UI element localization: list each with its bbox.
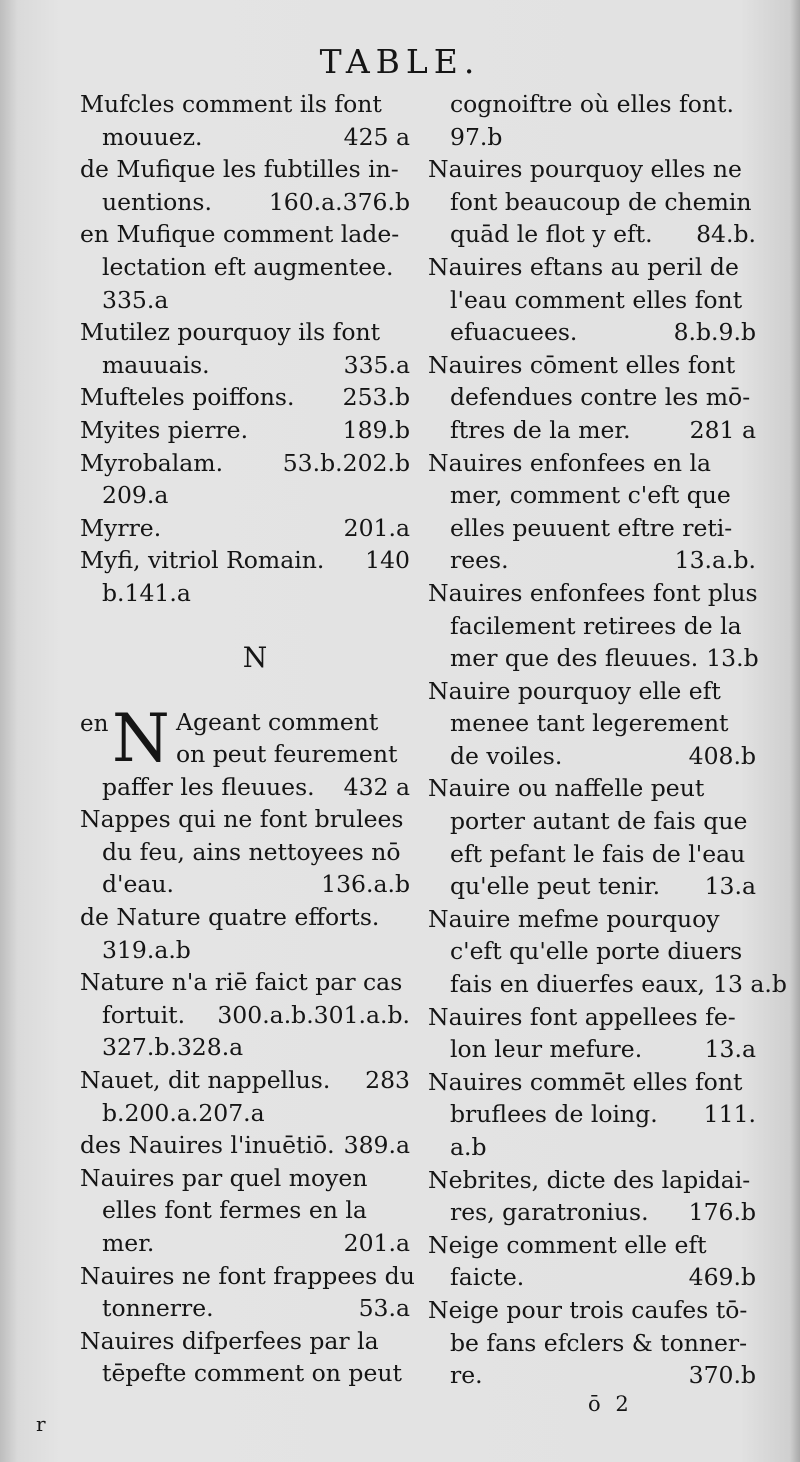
index-entry-line [80,1260,415,1293]
entry-text: Nauires font appellees fe- [428,1002,736,1031]
entry-text: tonnerre. [102,1294,214,1323]
page-header: TABLE. [319,42,481,81]
index-entry-line [428,838,756,871]
entry-text: Myfi, vitriol Romain. [80,546,325,575]
entry-text: defendues contre les mō- [450,383,751,412]
index-entry-line [428,1359,756,1392]
index-entry-line [80,381,410,414]
index-entry-line [428,121,756,154]
entry-text: Nauires eftans au peril de [428,252,739,281]
index-entry-line [428,218,756,251]
entry-text: bruflees de loing. [450,1100,658,1129]
index-entry-line [428,1131,756,1164]
index-entry-line [80,447,410,480]
entry-text: Nature n'a riē faict par cas [80,968,403,997]
left-column [80,88,415,1390]
index-entry-line [80,577,410,610]
entry-text: menee tant legerement [450,709,729,738]
entry-text: uentions. [102,187,212,216]
index-entry-line [80,934,410,967]
entry-text: Nappes qui ne font brulees [80,805,404,834]
index-entry-line [428,577,756,610]
entry-reference: 300.a.b.301.a.b. [217,1000,410,1029]
index-entry-line [428,153,756,186]
index-entry-line [80,803,410,836]
entry-text: de Mufique les fubtilles in- [80,155,399,184]
index-entry-line [428,479,756,512]
index-entry-line [80,186,410,219]
index-entry-line [428,772,756,805]
entry-reference: 189.b [342,415,410,444]
entry-text: font beaucoup de chemin [450,187,752,216]
entry-text: Mufteles poiffons. [80,383,295,412]
index-entry-line [428,544,756,577]
entry-reference: 469.b [688,1263,756,1292]
entry-text: eft pefant le fais de l'eau [450,839,746,868]
index-entry-line [428,1001,756,1034]
entry-text: ftres de la mer. [450,415,631,444]
entry-reference: 425 a [343,122,410,151]
index-entry-line [428,675,756,708]
entry-reference: 283 [365,1066,410,1095]
entry-reference: 253.b [342,383,410,412]
entry-text: rees. [450,546,509,575]
entry-text: be fans efclers & tonner- [450,1328,748,1357]
index-entry-line [428,1327,756,1360]
index-entry-line [80,1227,410,1260]
entry-reference: 389.a [343,1131,410,1160]
index-entry-line [80,1031,410,1064]
index-entry-line [428,610,756,643]
index-entry-line [428,316,756,349]
entry-text: Neige pour trois caufes tō- [428,1295,748,1324]
entry-reference: 281 a [689,415,756,444]
entry-text: fortuit. [102,1000,186,1029]
entry-reference: 53.b.202.b [282,448,410,477]
index-entry-line [80,218,410,251]
entry-text: fais en diuerfes eaux, [450,970,706,999]
index-entry-line [80,512,410,545]
entry-text: Nauires pourquoy elles ne [428,155,742,184]
entry-text: Nauires difperfees par la [80,1326,379,1355]
entry-text: b.141.a [102,578,191,607]
entry-text: cognoiftre où elles font. [450,90,734,118]
entry-reference: 408.b [688,741,756,770]
index-entry-line [80,1129,410,1162]
entry-text: qu'elle peut tenir. [450,872,661,901]
entry-text: 319.a.b [102,935,191,964]
index-entry-line [428,1098,756,1131]
dropcap-letter: N [112,699,170,777]
right-column [428,88,787,1392]
entry-text: en Mufique comment lade- [80,220,400,249]
entry-text: a.b [450,1133,487,1161]
entry-text: mer, comment c'eft que [450,481,731,510]
entry-reference: 160.a.376.b [268,187,410,216]
entry-reference: 140 [365,546,410,575]
index-entry-line [428,1294,756,1327]
entry-text: Nauires enfonfees font plus [428,578,758,607]
index-entry-line [428,381,756,414]
index-entry-line [428,740,756,773]
index-entry-line [80,901,410,934]
index-entry-line [428,805,756,838]
entry-text: faicte. [450,1263,525,1292]
entry-text: mer que des fleuues. [450,644,699,673]
index-entry-line [80,121,410,154]
entry-text: elles peuuent eftre reti- [450,513,733,542]
entry-reference: 13.a [704,1035,756,1064]
entry-text: Mufcles comment ils font [80,90,382,118]
entry-text: lon leur mefure. [450,1035,643,1064]
entry-text: Nauet, dit nappellus. [80,1066,331,1095]
entry-text: 327.b.328.a [102,1033,244,1062]
index-entry-line [80,1194,410,1227]
entry-reference: 111. [703,1100,756,1129]
entry-text: re. [450,1361,483,1390]
entry-text: Ageant comment [176,707,379,736]
index-entry-line [428,707,756,740]
entry-text: porter autant de fais que [450,807,748,836]
entry-text: on peut feurement [176,740,398,769]
index-entry-line [428,1033,756,1066]
entry-text: de Nature quatre efforts. [80,903,380,932]
index-entry-line [428,251,756,284]
signature-mark: ō 2 [588,1392,633,1416]
entry-reference: 201.a [343,1229,410,1257]
index-entry-line [80,1357,410,1390]
entry-reference: 13.a.b. [674,546,756,575]
index-entry-line [428,642,759,675]
index-entry-line [80,1162,410,1195]
index-entry-line [428,903,756,936]
index-entry-line [428,1164,756,1197]
entry-text: Mutilez pourquoy ils font [80,318,381,347]
index-entry-line [80,1064,410,1097]
entry-reference: 8.b.9.b [673,318,756,347]
entry-text: Myites pierre. [80,415,249,444]
entry-text: lectation eft augmentee. [102,252,394,281]
entry-text: 97.b [450,122,503,151]
entry-reference: 53.a [358,1294,410,1323]
entry-text: Nauires ne font frappees du [80,1261,415,1290]
right-index-entries [428,88,787,1392]
entry-text: Nauires par quel moyen [80,1163,368,1192]
entry-text: Neige comment elle eft [428,1230,707,1259]
index-entry-line [428,284,756,317]
entry-text: mouuez. [102,122,203,151]
entry-reference: 335.a [343,350,410,379]
index-entry-line [428,512,756,545]
entry-reference: 13.b [706,644,759,673]
index-entry-line [80,284,410,317]
index-entry-line [80,1325,410,1358]
entry-reference: 370.b [688,1361,756,1390]
entry-text: facilement retirees de la [450,611,742,640]
entry-text: mer. [102,1229,155,1257]
index-entry-line [80,868,410,901]
index-entry-line [428,186,756,219]
entry-text: Nauires cōment elles font [428,350,736,379]
entry-text: Nauires enfonfees en la [428,448,711,477]
index-entry-line [428,88,756,121]
section-letter: N [242,640,268,674]
entry-text: Myrobalam. [80,448,224,477]
entry-reference: 432 a [343,772,410,801]
left-index-entries [80,88,410,610]
index-entry-line [428,414,756,447]
entry-text: l'eau comment elles font [450,285,743,314]
entry-text: res, garatronius. [450,1198,649,1227]
left-index-entries-n [80,699,415,1390]
index-entry-line [428,935,756,968]
index-entry-line [80,251,410,284]
entry-text: Nauire mefme pourquoy [428,904,720,933]
index-entry-line [428,1066,756,1099]
index-entry-line [428,968,787,1001]
entry-text: b.200.a.207.a [102,1098,265,1127]
index-entry-line [80,966,410,999]
index-entry-line [80,414,410,447]
index-entry-line [80,999,410,1032]
entry-text: de voiles. [450,741,563,770]
entry-text: c'eft qu'elle porte diuers [450,937,743,966]
entry-text: Nauires commēt elles font [428,1067,743,1096]
entry-text: des Nauires l'inuētiō. [80,1131,335,1160]
dropcap-prefix: en [80,710,109,737]
margin-mark: r [36,1412,46,1436]
entry-text: d'eau. [102,870,175,899]
entry-text: mauuais. [102,350,210,379]
entry-text: paffer les fleuues. [102,772,315,801]
index-entry-line [80,1097,410,1130]
entry-reference: 13 a.b [713,970,787,999]
entry-reference: 136.a.b [321,870,410,899]
index-entry-line [428,1261,756,1294]
entry-text: quād le flot y eft. [450,220,653,249]
entry-text: efuacuees. [450,318,578,347]
index-entry-line [428,870,756,903]
index-entry-line [80,836,410,869]
index-entry-line [80,1292,410,1325]
index-entry-line [80,479,410,512]
entry-text: Myrre. [80,513,162,542]
index-entry-line [80,349,410,382]
entry-reference: 176.b [688,1198,756,1227]
entry-text: Nebrites, dicte des lapidai- [428,1165,751,1194]
entry-text: du feu, ains nettoyees nō [102,837,401,866]
index-entry-line [80,316,410,349]
entry-text: Nauire ou naffelle peut [428,774,705,803]
entry-reference: 201.a [343,513,410,542]
index-entry-line [428,1229,756,1262]
entry-text: 335.a [102,285,169,314]
index-entry-line [80,544,410,577]
index-entry-line [80,88,410,121]
entry-text: 209.a [102,481,169,510]
index-entry-line [428,447,756,480]
index-entry-line [80,153,410,186]
entry-reference: 13.a [704,872,756,901]
entry-text: tēpefte comment on peut [102,1359,402,1388]
index-entry-line [428,349,756,382]
entry-text: elles font fermes en la [102,1196,367,1225]
entry-text: Nauire pourquoy elle eft [428,676,721,705]
index-entry-line [428,1196,756,1229]
entry-reference: 84.b. [696,220,756,249]
